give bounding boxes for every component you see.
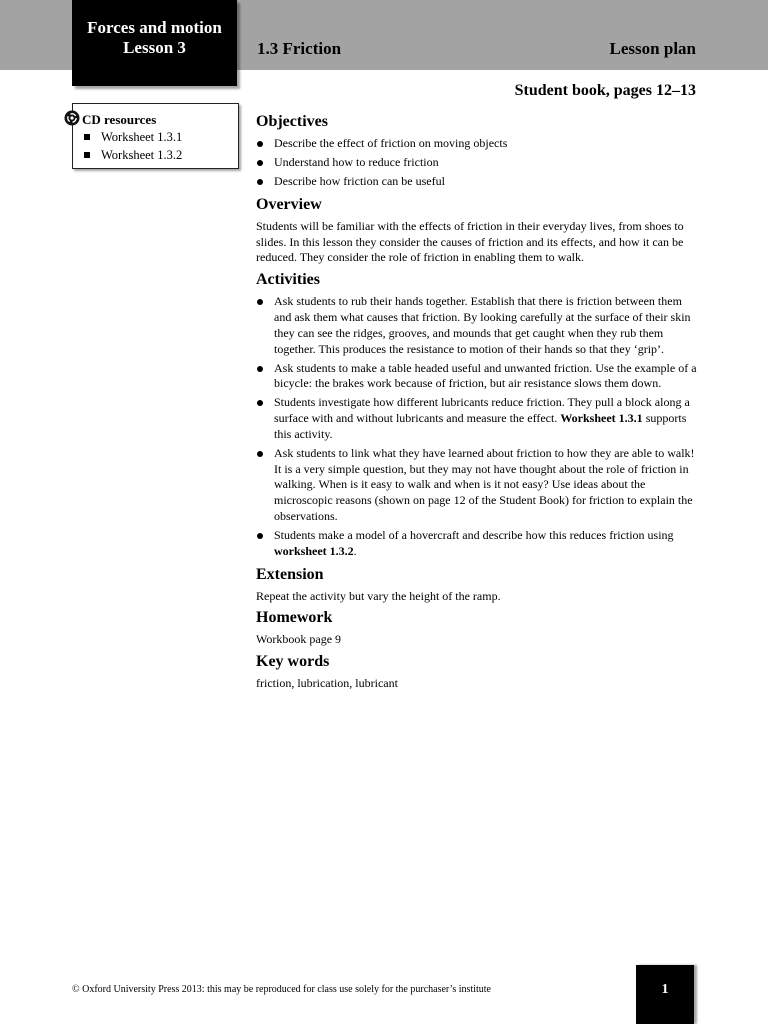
section-heading: Overview [256,195,322,213]
objectives-list [256,136,698,190]
section-heading: Key words [256,653,330,671]
worksheet-reference: worksheet 1.3.2 [274,543,354,558]
unit-label-box [72,0,237,86]
bullet-icon [257,451,263,457]
copyright-notice: © Oxford University Press 2013: this may be reproduced for class use solely for the purchaser’s institute [72,984,491,995]
section-heading: Objectives [256,113,328,130]
key-words-text: friction, lubrication, lubricant [256,676,398,691]
list-item [84,129,182,147]
student-book-reference: Student book, pages 12–13 [514,82,696,99]
list-item [256,136,698,152]
activity-text-end: supports this activity. [274,411,687,441]
bullet-icon [257,141,263,147]
list-item [256,155,698,171]
bullet-icon [257,179,263,185]
key-words-section [256,652,698,692]
lesson-content [256,112,698,696]
objectives-section [256,112,698,190]
square-bullet-icon [84,152,90,158]
objective-text: Describe how friction can be useful [274,173,445,188]
list-item [256,294,698,357]
overview-text: Students will be familiar with the effects of friction in their everyday lives, from shoes to slides. In this lesson they consider the causes of friction and its effects, and how it can be reduced. They consider the role of friction in enabling them to walk. [256,218,684,265]
overview-section [256,195,698,266]
activity-text: Ask students to make a table headed useful and unwanted friction. Use the example of a bicycle: the brakes work because of friction, but air resistance slows them down. [274,360,697,391]
unit-title: Forces and motion [87,18,222,37]
extension-text: Repeat the activity but vary the height of the ramp. [256,588,501,603]
homework-section [256,608,698,648]
extension-section [256,565,698,605]
cd-resources-list [84,129,182,164]
square-bullet-icon [84,134,90,140]
activity-text: Ask students to link what they have learned about friction to how they are able to walk! It is a very simple question, but they may not have thought about the role of friction in walking. When is it easy to walk and when is it not easy? Use ideas about the microscopic reasons (shown on page 12 of the Student Book) for friction to explain the observations. [274,445,695,524]
activity-text: Students make a model of a hovercraft and describe how this reduces friction using [274,528,674,543]
lesson-number: Lesson 3 [123,38,186,57]
list-item [256,446,698,525]
worksheet-reference: Worksheet 1.3.1 [560,411,643,426]
worksheet-label: Worksheet 1.3.2 [101,147,183,162]
bullet-icon [257,160,263,166]
objective-text: Understand how to reduce friction [274,154,439,169]
document-type: Lesson plan [609,39,696,58]
section-heading: Homework [256,609,333,627]
list-item [256,395,698,442]
section-heading: Activities [256,271,320,289]
page-number: 1 [636,965,694,1024]
bullet-icon [257,533,263,539]
activity-text: Students investigate how different lubricants reduce friction. They pull a block along a surface with and without lubricants and measure the effect. [274,395,690,426]
bullet-icon [257,299,263,305]
bullet-icon [257,400,263,406]
activity-text: Ask students to rub their hands together. Establish that there is friction between them and ask them what causes that friction. By looking carefully at the surface of their skin they can see the ridges, grooves, and mounds that get caught when they rub them together. This produces the resistance to motion of their hands so that they ‘grip’. [274,294,691,356]
list-item [256,174,698,190]
homework-text: Workbook page 9 [256,632,342,647]
worksheet-label: Worksheet 1.3.1 [101,130,183,144]
activities-section [256,270,698,560]
activity-text-end: . [353,543,357,558]
bullet-icon [257,366,263,372]
cd-resources-title: CD resources [82,112,157,127]
cd-disc-icon [64,110,80,126]
objective-text: Describe the effect of friction on moving objects [274,136,508,150]
lesson-title: 1.3 Friction [257,39,342,58]
list-item [256,528,698,560]
list-item [256,361,698,393]
section-heading: Extension [256,565,324,583]
activities-list [256,294,698,560]
list-item [84,147,182,165]
